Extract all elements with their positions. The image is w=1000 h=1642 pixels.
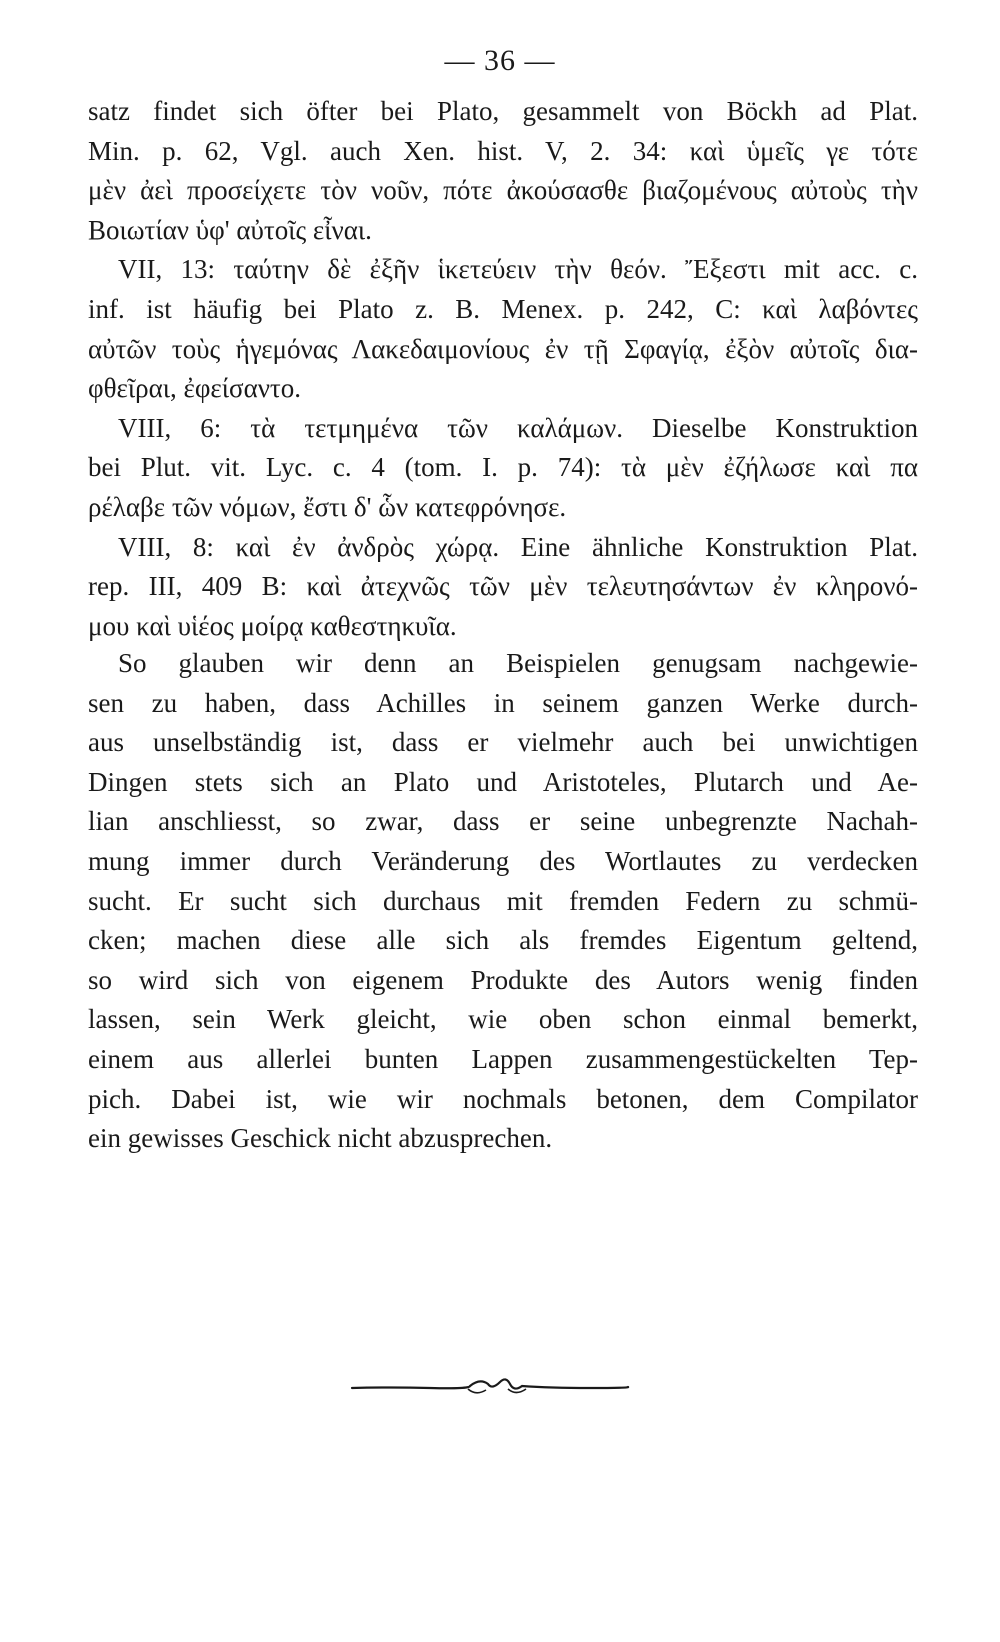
notes-line: satz findet sich öfter bei Plato, gesammelt von Böckh ad Plat. xyxy=(88,96,918,126)
body-line: lian anschliesst, so zwar, dass er seine unbegrenzte Nachah- xyxy=(88,806,918,837)
notes-line: φθεῖραι, ἐφείσαντο. xyxy=(88,373,302,404)
notes-line: rep. III, 409 B: καὶ ἀτεχνῶς τῶν μὲν τελευτησάντων ἐν κληρονό- xyxy=(88,571,918,602)
notes-line: ρέλαβε τῶν νόμων, ἔστι δ' ὧν κατεφρόνησε. xyxy=(88,491,567,522)
body-line: pich. Dabei ist, wie wir nochmals betonen, dem Compilator xyxy=(88,1083,918,1114)
body-line: ein gewisses Geschick nicht abzusprechen. xyxy=(88,1123,553,1154)
body-line: Dingen stets sich an Plato und Aristoteles, Plutarch und Ae- xyxy=(88,766,918,797)
body-line: So glauben wir denn an Beispielen genugsam nachgewie- xyxy=(118,648,918,678)
notes-line: VII, 13: ταύτην δὲ ἐξῆν ἱκετεύειν τὴν θεόν. Ἔξεστι mit acc. c. xyxy=(118,254,918,285)
notes-line: Βοιωτίαν ὑφ' αὐτοῖς εἶναι. xyxy=(88,214,372,245)
notes-line: bei Plut. vit. Lyc. c. 4 (tom. I. p. 74): τὰ μὲν ἐζήλωσε καὶ πα xyxy=(88,452,918,483)
body-line: sen zu haben, dass Achilles in seinem ganzen Werke durch- xyxy=(88,687,918,718)
ornament-divider xyxy=(350,1374,630,1398)
notes-line: inf. ist häufig bei Plato z. B. Menex. p. 242, C: καὶ λαβόντες xyxy=(88,293,918,324)
notes-line: μὲν ἀεὶ προσείχετε τὸν νοῦν, πότε ἀκούσασθε βιαζομένους αὐτοὺς τὴν xyxy=(88,175,918,206)
body-line: cken; machen diese alle sich als fremdes Eigentum geltend, xyxy=(88,925,918,956)
notes-line: VIII, 8: καὶ ἐν ἀνδρὸς χώρᾳ. Eine ähnliche Konstruktion Plat. xyxy=(118,531,918,562)
notes-line: VIII, 6: τὰ τετμημένα τῶν καλάμων. Dieselbe Konstruktion xyxy=(118,412,918,443)
body-line: einem aus allerlei bunten Lappen zusammengestückelten Tep- xyxy=(88,1043,918,1074)
page-number: — 36 — xyxy=(444,44,556,77)
body-line: mung immer durch Veränderung des Wortlautes zu verdecken xyxy=(88,845,918,876)
body-line: lassen, sein Werk gleicht, wie oben schon einmal bemerkt, xyxy=(88,1004,918,1035)
notes-section xyxy=(88,92,918,646)
notes-line: Min. p. 62, Vgl. auch Xen. hist. V, 2. 34: καὶ ὑμεῖς γε τότε xyxy=(88,135,918,166)
body-line: sucht. Er sucht sich durchaus mit fremden Federn zu schmü- xyxy=(88,885,918,916)
notes-line: αὐτῶν τοὺς ἡγεμόνας Λακεδαιμονίους ἐν τῇ Σφαγίᾳ, ἐξὸν αὐτοῖς δια- xyxy=(88,333,918,364)
notes-line: μου καὶ υἱέος μοίρᾳ καθεστηκυῖα. xyxy=(88,610,457,641)
body-line: aus unselbständig ist, dass er vielmehr auch bei unwichtigen xyxy=(88,727,918,758)
body-paragraph xyxy=(88,644,918,1159)
body-line: so wird sich von eigenem Produkte des Autors wenig finden xyxy=(88,964,918,995)
